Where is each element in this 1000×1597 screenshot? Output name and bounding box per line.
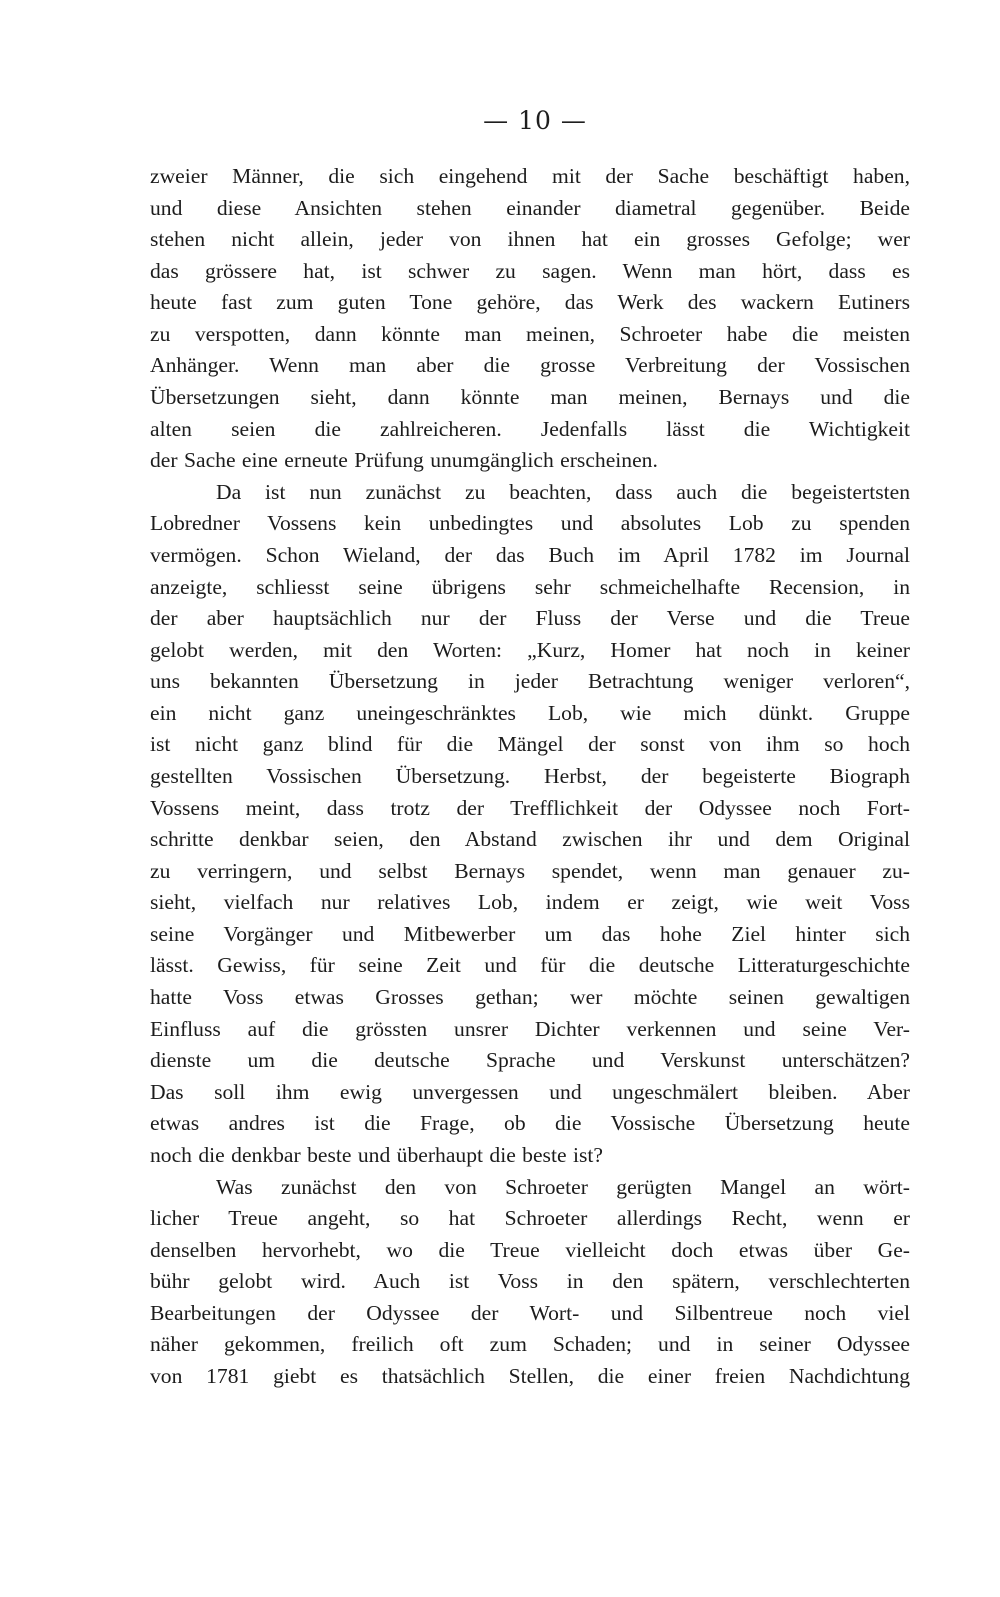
text-line: näher gekommen, freilich oft zum Schaden; und in seiner Odyssee (150, 1332, 910, 1357)
text-line: heute fast zum guten Tone gehöre, das Werk des wackern Eutiners (150, 290, 910, 315)
text-line: bühr gelobt wird. Auch ist Voss in den spätern, verschlechterten (150, 1269, 910, 1294)
text-line: und diese Ansichten stehen einander diametral gegenüber. Beide (150, 195, 910, 220)
body-text (150, 161, 910, 1393)
text-line: licher Treue angeht, so hat Schroeter allerdings Recht, wenn er (150, 1206, 910, 1231)
text-line: von 1781 giebt es thatsächlich Stellen, die einer freien Nachdichtung (150, 1363, 910, 1388)
text-line: Einfluss auf die grössten unsrer Dichter verkennen und seine Ver- (150, 1016, 910, 1041)
text-line: zu verspotten, dann könnte man meinen, Schroeter habe die meisten (150, 321, 910, 346)
text-line: dienste um die deutsche Sprache und Verskunst unterschätzen? (150, 1048, 910, 1073)
text-line: das grössere hat, ist schwer zu sagen. Wenn man hört, dass es (150, 258, 910, 283)
page-number: — 10 — (483, 106, 587, 135)
text-line: seine Vorgänger und Mitbewerber um das hohe Ziel hinter sich (150, 921, 910, 946)
text-line: anzeigte, schliesst seine übrigens sehr schmeichelhafte Recension, in (150, 574, 910, 599)
text-line: hatte Voss etwas Grosses gethan; wer möchte seinen gewaltigen (150, 985, 910, 1010)
text-line: schritte denkbar seien, den Abstand zwischen ihr und dem Original (150, 827, 910, 852)
text-line: lässt. Gewiss, für seine Zeit und für die deutsche Litteraturgeschichte (150, 953, 910, 978)
text-line: Was zunächst den von Schroeter gerügten Mangel an wört- (216, 1174, 910, 1199)
text-line: zweier Männer, die sich eingehend mit der Sache beschäftigt haben, (150, 164, 910, 188)
text-line: Vossens meint, dass trotz der Trefflichkeit der Odyssee noch Fort- (150, 795, 910, 820)
text-line: gestellten Vossischen Übersetzung. Herbst, der begeisterte Biograph (150, 763, 910, 788)
text-line: noch die denkbar beste und überhaupt die beste ist? (150, 1142, 603, 1167)
text-line: Anhänger. Wenn man aber die grosse Verbreitung der Vossischen (150, 353, 910, 378)
text-line: etwas andres ist die Frage, ob die Vossische Übersetzung heute (150, 1111, 910, 1136)
text-line: sieht, vielfach nur relatives Lob, indem er zeigt, wie weit Voss (150, 890, 910, 915)
text-line: stehen nicht allein, jeder von ihnen hat ein grosses Gefolge; wer (150, 227, 910, 252)
text-line: gelobt werden, mit den Worten: „Kurz, Homer hat noch in keiner (150, 637, 910, 662)
text-line: uns bekannten Übersetzung in jeder Betrachtung weniger verloren“, (150, 669, 910, 694)
text-line: vermögen. Schon Wieland, der das Buch im April 1782 im Journal (150, 542, 910, 567)
text-line: ein nicht ganz uneingeschränktes Lob, wie mich dünkt. Gruppe (150, 700, 910, 725)
text-line: Lobredner Vossens kein unbedingtes und absolutes Lob zu spenden (150, 511, 910, 536)
text-line: denselben hervorhebt, wo die Treue vielleicht doch etwas über Ge- (150, 1237, 910, 1262)
text-line: alten seien die zahlreicheren. Jedenfalls lässt die Wichtigkeit (150, 416, 910, 441)
text-line: Übersetzungen sieht, dann könnte man meinen, Bernays und die (150, 385, 910, 410)
text-line: der aber hauptsächlich nur der Fluss der Verse und die Treue (150, 606, 910, 631)
text-line: Da ist nun zunächst zu beachten, dass auch die begeistertsten (216, 479, 910, 504)
text-line: Das soll ihm ewig unvergessen und ungeschmälert bleiben. Aber (150, 1079, 910, 1104)
text-line: ist nicht ganz blind für die Mängel der sonst von ihm so hoch (150, 732, 910, 757)
text-line: Bearbeitungen der Odyssee der Wort- und Silbentreue noch viel (150, 1300, 910, 1325)
text-line: der Sache eine erneute Prüfung unumgänglich erscheinen. (150, 448, 658, 473)
text-line: zu verringern, und selbst Bernays spendet, wenn man genauer zu- (150, 858, 910, 883)
